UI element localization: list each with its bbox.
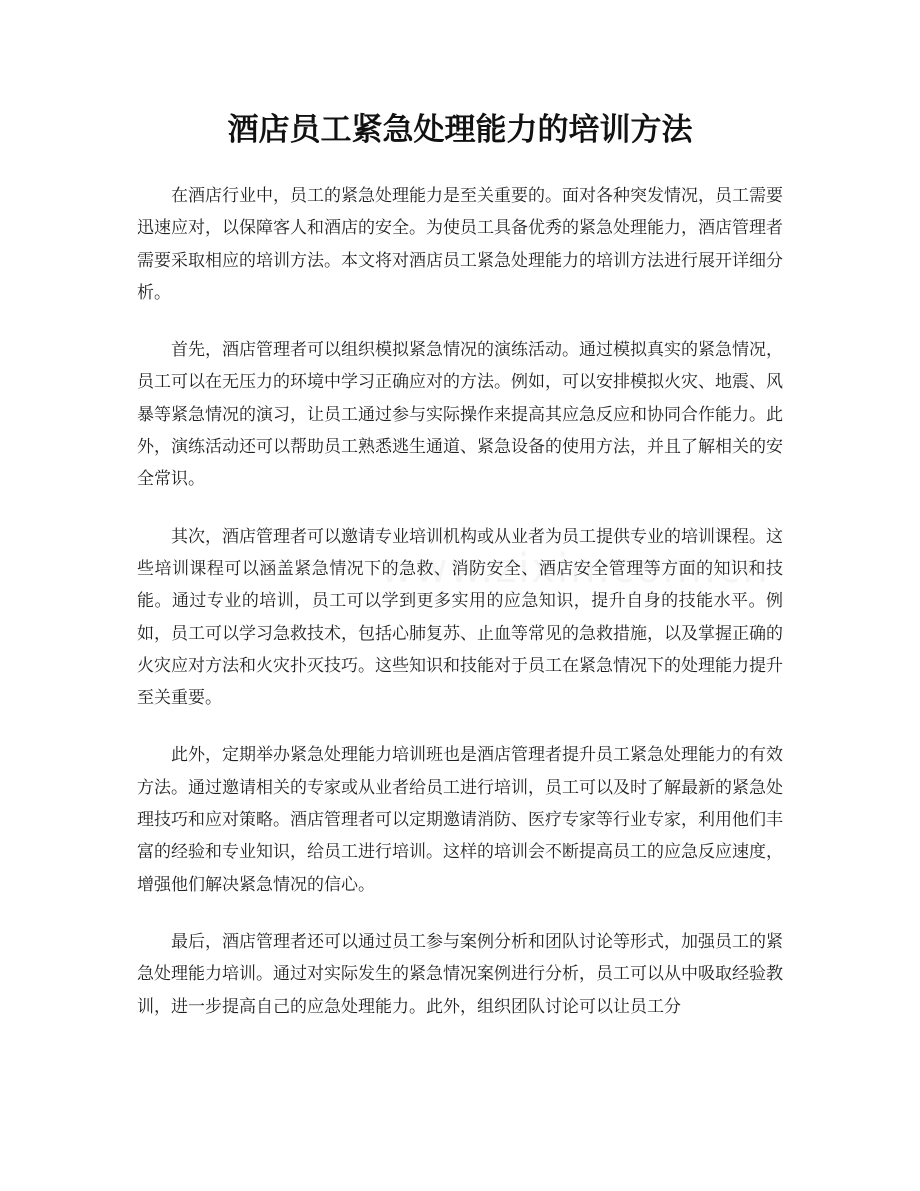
paragraph-case-analysis: 最后，酒店管理者还可以通过员工参与案例分析和团队讨论等形式，加强员工的紧急处理能力培训。通过对实际发生的紧急情况案例进行分析，员工可以从中吸取经验教训，进一步提高自己的应急处理能力。此外，组织团队讨论可以让员工分 [137,931,783,1017]
document-body [137,180,783,1048]
paragraph-regular-classes: 此外，定期举办紧急处理能力培训班也是酒店管理者提升员工紧急处理能力的有效方法。通过邀请相关的专家或从业者给员工进行培训，员工可以及时了解最新的紧急处理技巧和应对策略。酒店管理者可以定期邀请消防、医疗专家等行业专家，利用他们丰富的经验和专业知识，给员工进行培训。这样的培训会不断提高员工的应急反应速度，增强他们解决紧急情况的信心。 [137,745,783,895]
paragraph-drills: 首先，酒店管理者可以组织模拟紧急情况的演练活动。通过模拟真实的紧急情况，员工可以在无压力的环境中学习正确应对的方法。例如，可以安排模拟火灾、地震、风暴等紧急情况的演习，让员工通过参与实际操作来提高其应急反应和协同合作能力。此外，演练活动还可以帮助员工熟悉逃生通道、紧急设备的使用方法，并且了解相关的安全常识。 [137,340,783,490]
paragraph-professional-training: 其次，酒店管理者可以邀请专业培训机构或从业者为员工提供专业的培训课程。这些培训课程可以涵盖紧急情况下的急救、消防安全、酒店安全管理等方面的知识和技能。通过专业的培训，员工可以学到更多实用的应急知识，提升自身的技能水平。例如，员工可以学习急救技术，包括心肺复苏、止血等常见的急救措施，以及掌握正确的火灾应对方法和火灾扑灭技巧。这些知识和技能对于员工在紧急情况下的处理能力提升至关重要。 [137,526,783,709]
paragraph-intro: 在酒店行业中，员工的紧急处理能力是至关重要的。面对各种突发情况，员工需要迅速应对，以保障客人和酒店的安全。为使员工具备优秀的紧急处理能力，酒店管理者需要采取相应的培训方法。本文将对酒店员工紧急处理能力的培训方法进行展开详细分析。 [137,186,783,303]
page-title: 酒店员工紧急处理能力的培训方法 [227,112,693,148]
